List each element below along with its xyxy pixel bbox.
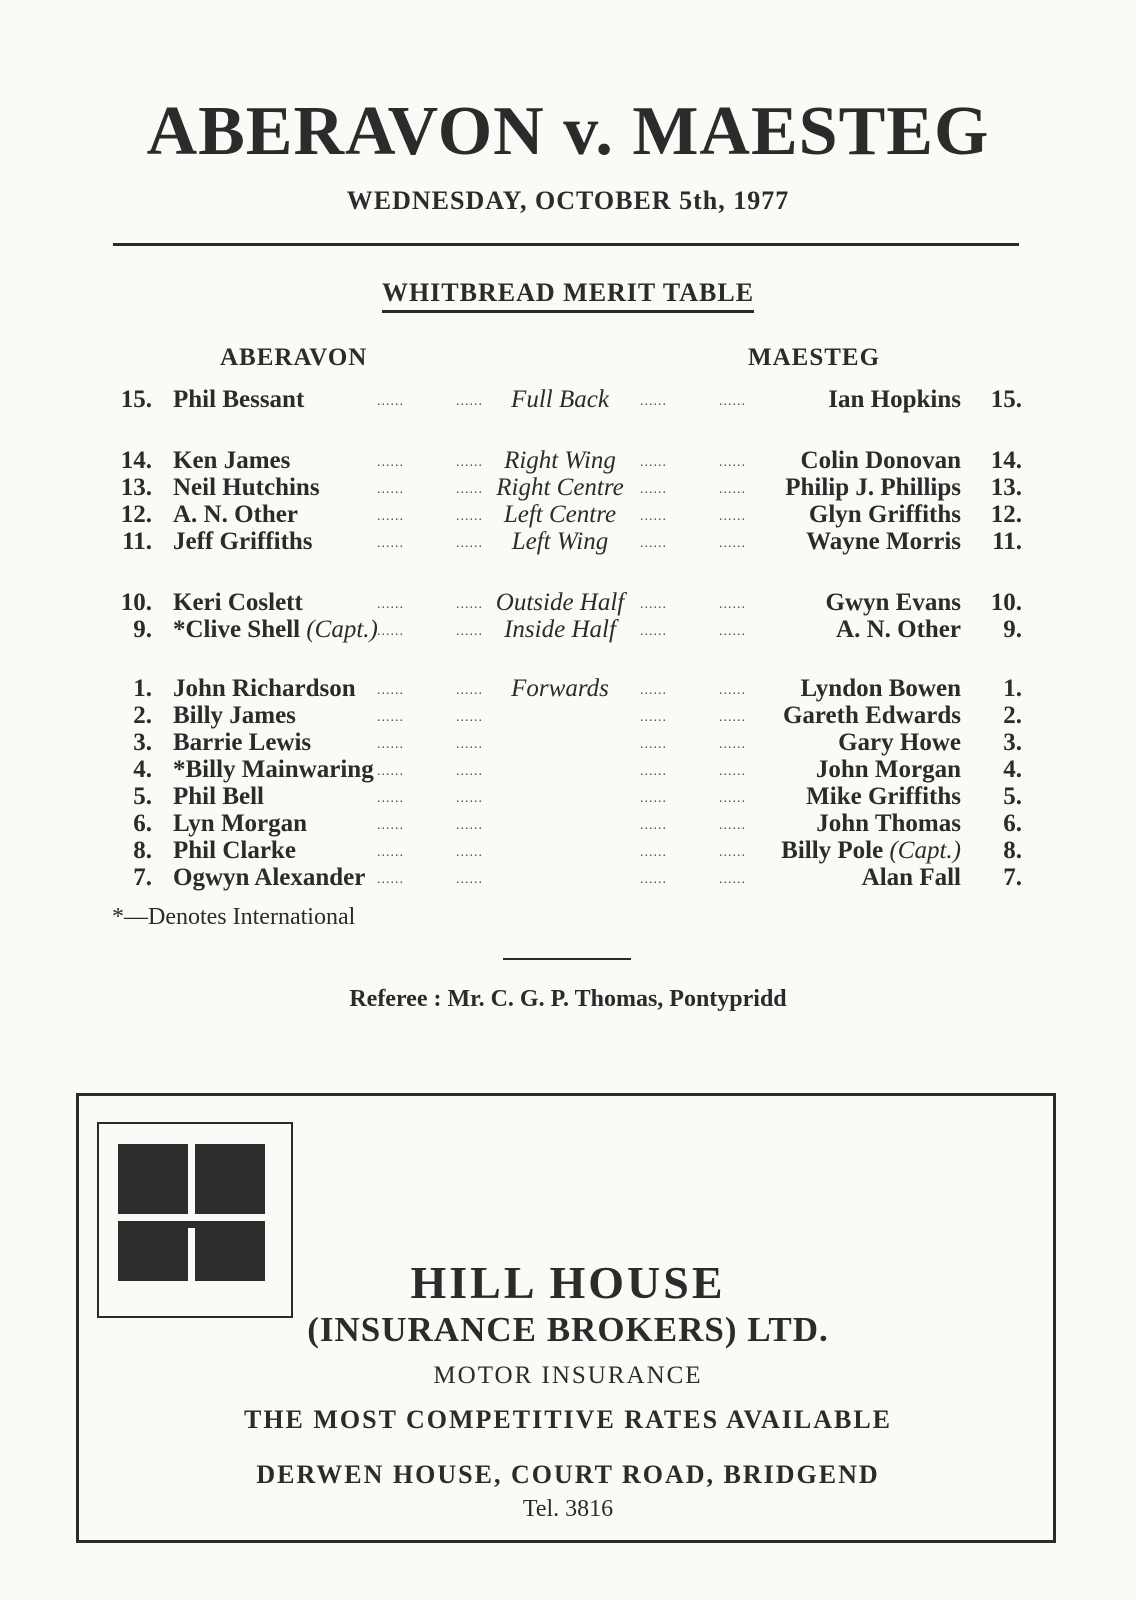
- right-player-name: Gwyn Evans: [825, 589, 961, 616]
- leader-dots: ......: [640, 509, 667, 524]
- left-jersey-number: 3.: [133, 729, 152, 756]
- left-player-name-cell: [173, 837, 296, 865]
- right-player-name-cell: [816, 810, 961, 838]
- leader-dots: ......: [719, 710, 746, 725]
- right-jersey-number: 1.: [1003, 675, 1022, 702]
- right-player-name: Billy Pole: [781, 837, 884, 864]
- left-player-name-cell: [173, 864, 365, 892]
- right-player-name-cell: [785, 474, 961, 502]
- leader-dots: ......: [719, 482, 746, 497]
- left-jersey-number: 15.: [120, 386, 152, 413]
- right-player-name-cell: [801, 447, 961, 475]
- position-label: Right Centre: [496, 474, 624, 501]
- left-player-name: Phil Bell: [173, 783, 264, 810]
- leader-dots: ......: [640, 536, 667, 551]
- leader-dots: ......: [640, 597, 667, 612]
- leader-dots: ......: [456, 791, 483, 806]
- position-label: Left Wing: [511, 528, 609, 555]
- captain-mark: (Capt.): [306, 616, 378, 643]
- right-jersey-number: 7.: [1003, 864, 1022, 891]
- right-jersey-number: 5.: [1003, 783, 1022, 810]
- left-team-heading: ABERAVON: [220, 344, 368, 371]
- right-player-name-cell: [801, 675, 962, 703]
- right-jersey-number: 14.: [990, 447, 1022, 474]
- leader-dots: ......: [456, 845, 483, 860]
- left-player-name: *Billy Mainwaring: [173, 756, 374, 783]
- table-row: [0, 702, 1136, 729]
- ad-telephone: Tel. 3816: [522, 1496, 614, 1522]
- right-player-name: Lyndon Bowen: [800, 675, 961, 702]
- right-player-name-cell: [826, 589, 961, 617]
- position-label: Outside Half: [495, 589, 625, 616]
- right-team-heading: MAESTEG: [748, 344, 881, 371]
- right-player-name-cell: [783, 702, 961, 730]
- leader-dots: ......: [640, 482, 667, 497]
- right-player-name: Gary Howe: [838, 729, 961, 756]
- leader-dots: ......: [640, 710, 667, 725]
- merit-table-title: WHITBREAD MERIT TABLE: [382, 278, 754, 313]
- left-player-name-cell: [173, 675, 356, 703]
- left-player-name: *Clive Shell: [173, 616, 301, 643]
- left-player-name: Ogwyn Alexander: [173, 864, 366, 891]
- left-player-name-cell: [173, 756, 374, 784]
- position-label: Left Centre: [503, 501, 617, 528]
- right-jersey-number: 8.: [1003, 837, 1022, 864]
- table-row: [0, 474, 1136, 501]
- left-jersey-number: 12.: [120, 501, 152, 528]
- leader-dots: ......: [456, 597, 483, 612]
- left-player-name-cell: [173, 474, 320, 502]
- leader-dots: ......: [719, 791, 746, 806]
- right-jersey-number: 9.: [1003, 616, 1022, 643]
- leader-dots: ......: [719, 624, 746, 639]
- table-row: [0, 386, 1136, 413]
- left-player-name: John Richardson: [173, 675, 356, 702]
- table-row: [0, 729, 1136, 756]
- left-jersey-number: 10.: [120, 589, 152, 616]
- left-jersey-number: 8.: [133, 837, 152, 864]
- left-player-name-cell: [173, 783, 264, 811]
- table-row: [0, 756, 1136, 783]
- leader-dots: ......: [377, 536, 404, 551]
- table-row: [0, 501, 1136, 528]
- ad-company-subtitle: (INSURANCE BROKERS) LTD.: [307, 1310, 829, 1349]
- leader-dots: ......: [456, 455, 483, 470]
- ad-address: DERWEN HOUSE, COURT ROAD, BRIDGEND: [256, 1460, 880, 1489]
- leader-dots: ......: [377, 455, 404, 470]
- left-player-name-cell: [173, 589, 303, 617]
- left-player-name-cell: [173, 501, 298, 529]
- right-jersey-number: 2.: [1003, 702, 1022, 729]
- leader-dots: ......: [719, 683, 746, 698]
- leader-dots: ......: [640, 624, 667, 639]
- leader-dots: ......: [377, 737, 404, 752]
- left-player-name: Billy James: [173, 702, 296, 729]
- leader-dots: ......: [456, 624, 483, 639]
- leader-dots: ......: [719, 818, 746, 833]
- right-jersey-number: 4.: [1003, 756, 1022, 783]
- leader-dots: ......: [640, 818, 667, 833]
- right-player-name-cell: [806, 528, 961, 556]
- leader-dots: ......: [640, 737, 667, 752]
- leader-dots: ......: [640, 455, 667, 470]
- left-player-name: Lyn Morgan: [173, 810, 308, 837]
- logo-quadrant: [195, 1144, 265, 1214]
- table-row: [0, 837, 1136, 864]
- leader-dots: ......: [719, 455, 746, 470]
- position-label: Forwards: [511, 675, 609, 702]
- page-title: ABERAVON v. MAESTEG: [146, 93, 990, 170]
- leader-dots: ......: [377, 597, 404, 612]
- left-jersey-number: 11.: [122, 528, 152, 555]
- table-row: [0, 616, 1136, 643]
- right-player-name: John Morgan: [815, 756, 961, 783]
- right-jersey-number: 11.: [992, 528, 1022, 555]
- left-player-name: Jeff Griffiths: [173, 528, 313, 555]
- left-player-name: Phil Clarke: [173, 837, 296, 864]
- leader-dots: ......: [377, 394, 404, 409]
- leader-dots: ......: [456, 818, 483, 833]
- leader-dots: ......: [640, 683, 667, 698]
- leader-dots: ......: [456, 737, 483, 752]
- leader-dots: ......: [719, 394, 746, 409]
- leader-dots: ......: [377, 482, 404, 497]
- leader-dots: ......: [456, 394, 483, 409]
- right-player-name: Gareth Edwards: [782, 702, 961, 729]
- leader-dots: ......: [377, 683, 404, 698]
- table-row: [0, 447, 1136, 474]
- right-player-name: Glyn Griffiths: [808, 501, 961, 528]
- leader-dots: ......: [456, 872, 483, 887]
- right-player-name: Ian Hopkins: [828, 386, 961, 413]
- right-jersey-number: 6.: [1003, 810, 1022, 837]
- ad-slogan: THE MOST COMPETITIVE RATES AVAILABLE: [243, 1405, 893, 1434]
- table-row: [0, 675, 1136, 702]
- right-jersey-number: 12.: [990, 501, 1022, 528]
- header-divider: [113, 243, 1019, 246]
- right-player-name: Mike Griffiths: [806, 783, 961, 810]
- logo-quadrant: [118, 1144, 188, 1214]
- left-player-name-cell: [173, 616, 378, 644]
- leader-dots: ......: [456, 764, 483, 779]
- right-player-name: Wayne Morris: [806, 528, 961, 555]
- right-player-name-cell: [781, 837, 961, 865]
- left-player-name: Barrie Lewis: [173, 729, 312, 756]
- referee-line: Referee : Mr. C. G. P. Thomas, Pontypridd: [349, 986, 787, 1012]
- right-jersey-number: 3.: [1003, 729, 1022, 756]
- leader-dots: ......: [456, 536, 483, 551]
- leader-dots: ......: [719, 536, 746, 551]
- leader-dots: ......: [377, 624, 404, 639]
- right-player-name: Alan Fall: [861, 864, 961, 891]
- left-jersey-number: 7.: [133, 864, 152, 891]
- left-player-name: Neil Hutchins: [173, 474, 320, 501]
- left-jersey-number: 1.: [133, 675, 152, 702]
- right-player-name-cell: [816, 756, 961, 784]
- left-player-name-cell: [173, 810, 307, 838]
- left-player-name: Keri Coslett: [173, 589, 303, 616]
- leader-dots: ......: [640, 791, 667, 806]
- left-jersey-number: 9.: [133, 616, 152, 643]
- ad-company-name: HILL HOUSE: [410, 1257, 726, 1308]
- left-jersey-number: 2.: [133, 702, 152, 729]
- position-label: Right Wing: [504, 447, 616, 474]
- position-label: Full Back: [511, 386, 609, 413]
- table-row: [0, 528, 1136, 555]
- leader-dots: ......: [640, 764, 667, 779]
- leader-dots: ......: [719, 845, 746, 860]
- right-player-name: John Thomas: [816, 810, 961, 837]
- leader-dots: ......: [456, 509, 483, 524]
- leader-dots: ......: [719, 597, 746, 612]
- leader-dots: ......: [377, 818, 404, 833]
- left-player-name-cell: [173, 447, 290, 475]
- left-jersey-number: 5.: [133, 783, 152, 810]
- right-jersey-number: 15.: [990, 386, 1022, 413]
- left-jersey-number: 14.: [120, 447, 152, 474]
- leader-dots: ......: [377, 872, 404, 887]
- right-player-name-cell: [806, 783, 961, 811]
- leader-dots: ......: [719, 737, 746, 752]
- leader-dots: ......: [377, 509, 404, 524]
- leader-dots: ......: [377, 710, 404, 725]
- left-player-name-cell: [173, 386, 304, 414]
- left-player-name-cell: [173, 528, 313, 556]
- ad-service: MOTOR INSURANCE: [433, 1362, 703, 1389]
- short-divider: [503, 958, 631, 960]
- right-player-name-cell: [862, 864, 961, 892]
- left-jersey-number: 6.: [133, 810, 152, 837]
- left-player-name-cell: [173, 702, 296, 730]
- leader-dots: ......: [719, 764, 746, 779]
- left-player-name: Ken James: [173, 447, 291, 474]
- international-note: *—Denotes International: [112, 904, 356, 930]
- logo-crossbar: [178, 1221, 205, 1228]
- right-player-name-cell: [828, 386, 961, 414]
- match-date: WEDNESDAY, OCTOBER 5th, 1977: [346, 186, 790, 215]
- left-jersey-number: 4.: [133, 756, 152, 783]
- left-jersey-number: 13.: [120, 474, 152, 501]
- left-player-name: Phil Bessant: [173, 386, 305, 413]
- right-jersey-number: 13.: [990, 474, 1022, 501]
- table-row: [0, 810, 1136, 837]
- table-row: [0, 783, 1136, 810]
- right-player-name-cell: [836, 616, 961, 644]
- leader-dots: ......: [377, 764, 404, 779]
- leader-dots: ......: [640, 872, 667, 887]
- right-player-name: A. N. Other: [836, 616, 961, 643]
- right-player-name: Philip J. Phillips: [785, 474, 961, 501]
- leader-dots: ......: [377, 791, 404, 806]
- right-player-name-cell: [838, 729, 961, 757]
- leader-dots: ......: [719, 872, 746, 887]
- table-row: [0, 864, 1136, 891]
- merit-table-heading: [0, 278, 1136, 313]
- right-player-name-cell: [809, 501, 961, 529]
- table-row: [0, 589, 1136, 616]
- right-player-name: Colin Donovan: [800, 447, 961, 474]
- right-jersey-number: 10.: [990, 589, 1022, 616]
- leader-dots: ......: [377, 845, 404, 860]
- leader-dots: ......: [456, 710, 483, 725]
- leader-dots: ......: [456, 482, 483, 497]
- captain-mark: (Capt.): [889, 837, 961, 864]
- leader-dots: ......: [719, 509, 746, 524]
- left-player-name-cell: [173, 729, 311, 757]
- left-player-name: A. N. Other: [173, 501, 298, 528]
- leader-dots: ......: [640, 845, 667, 860]
- leader-dots: ......: [456, 683, 483, 698]
- leader-dots: ......: [640, 394, 667, 409]
- position-label: Inside Half: [504, 616, 616, 643]
